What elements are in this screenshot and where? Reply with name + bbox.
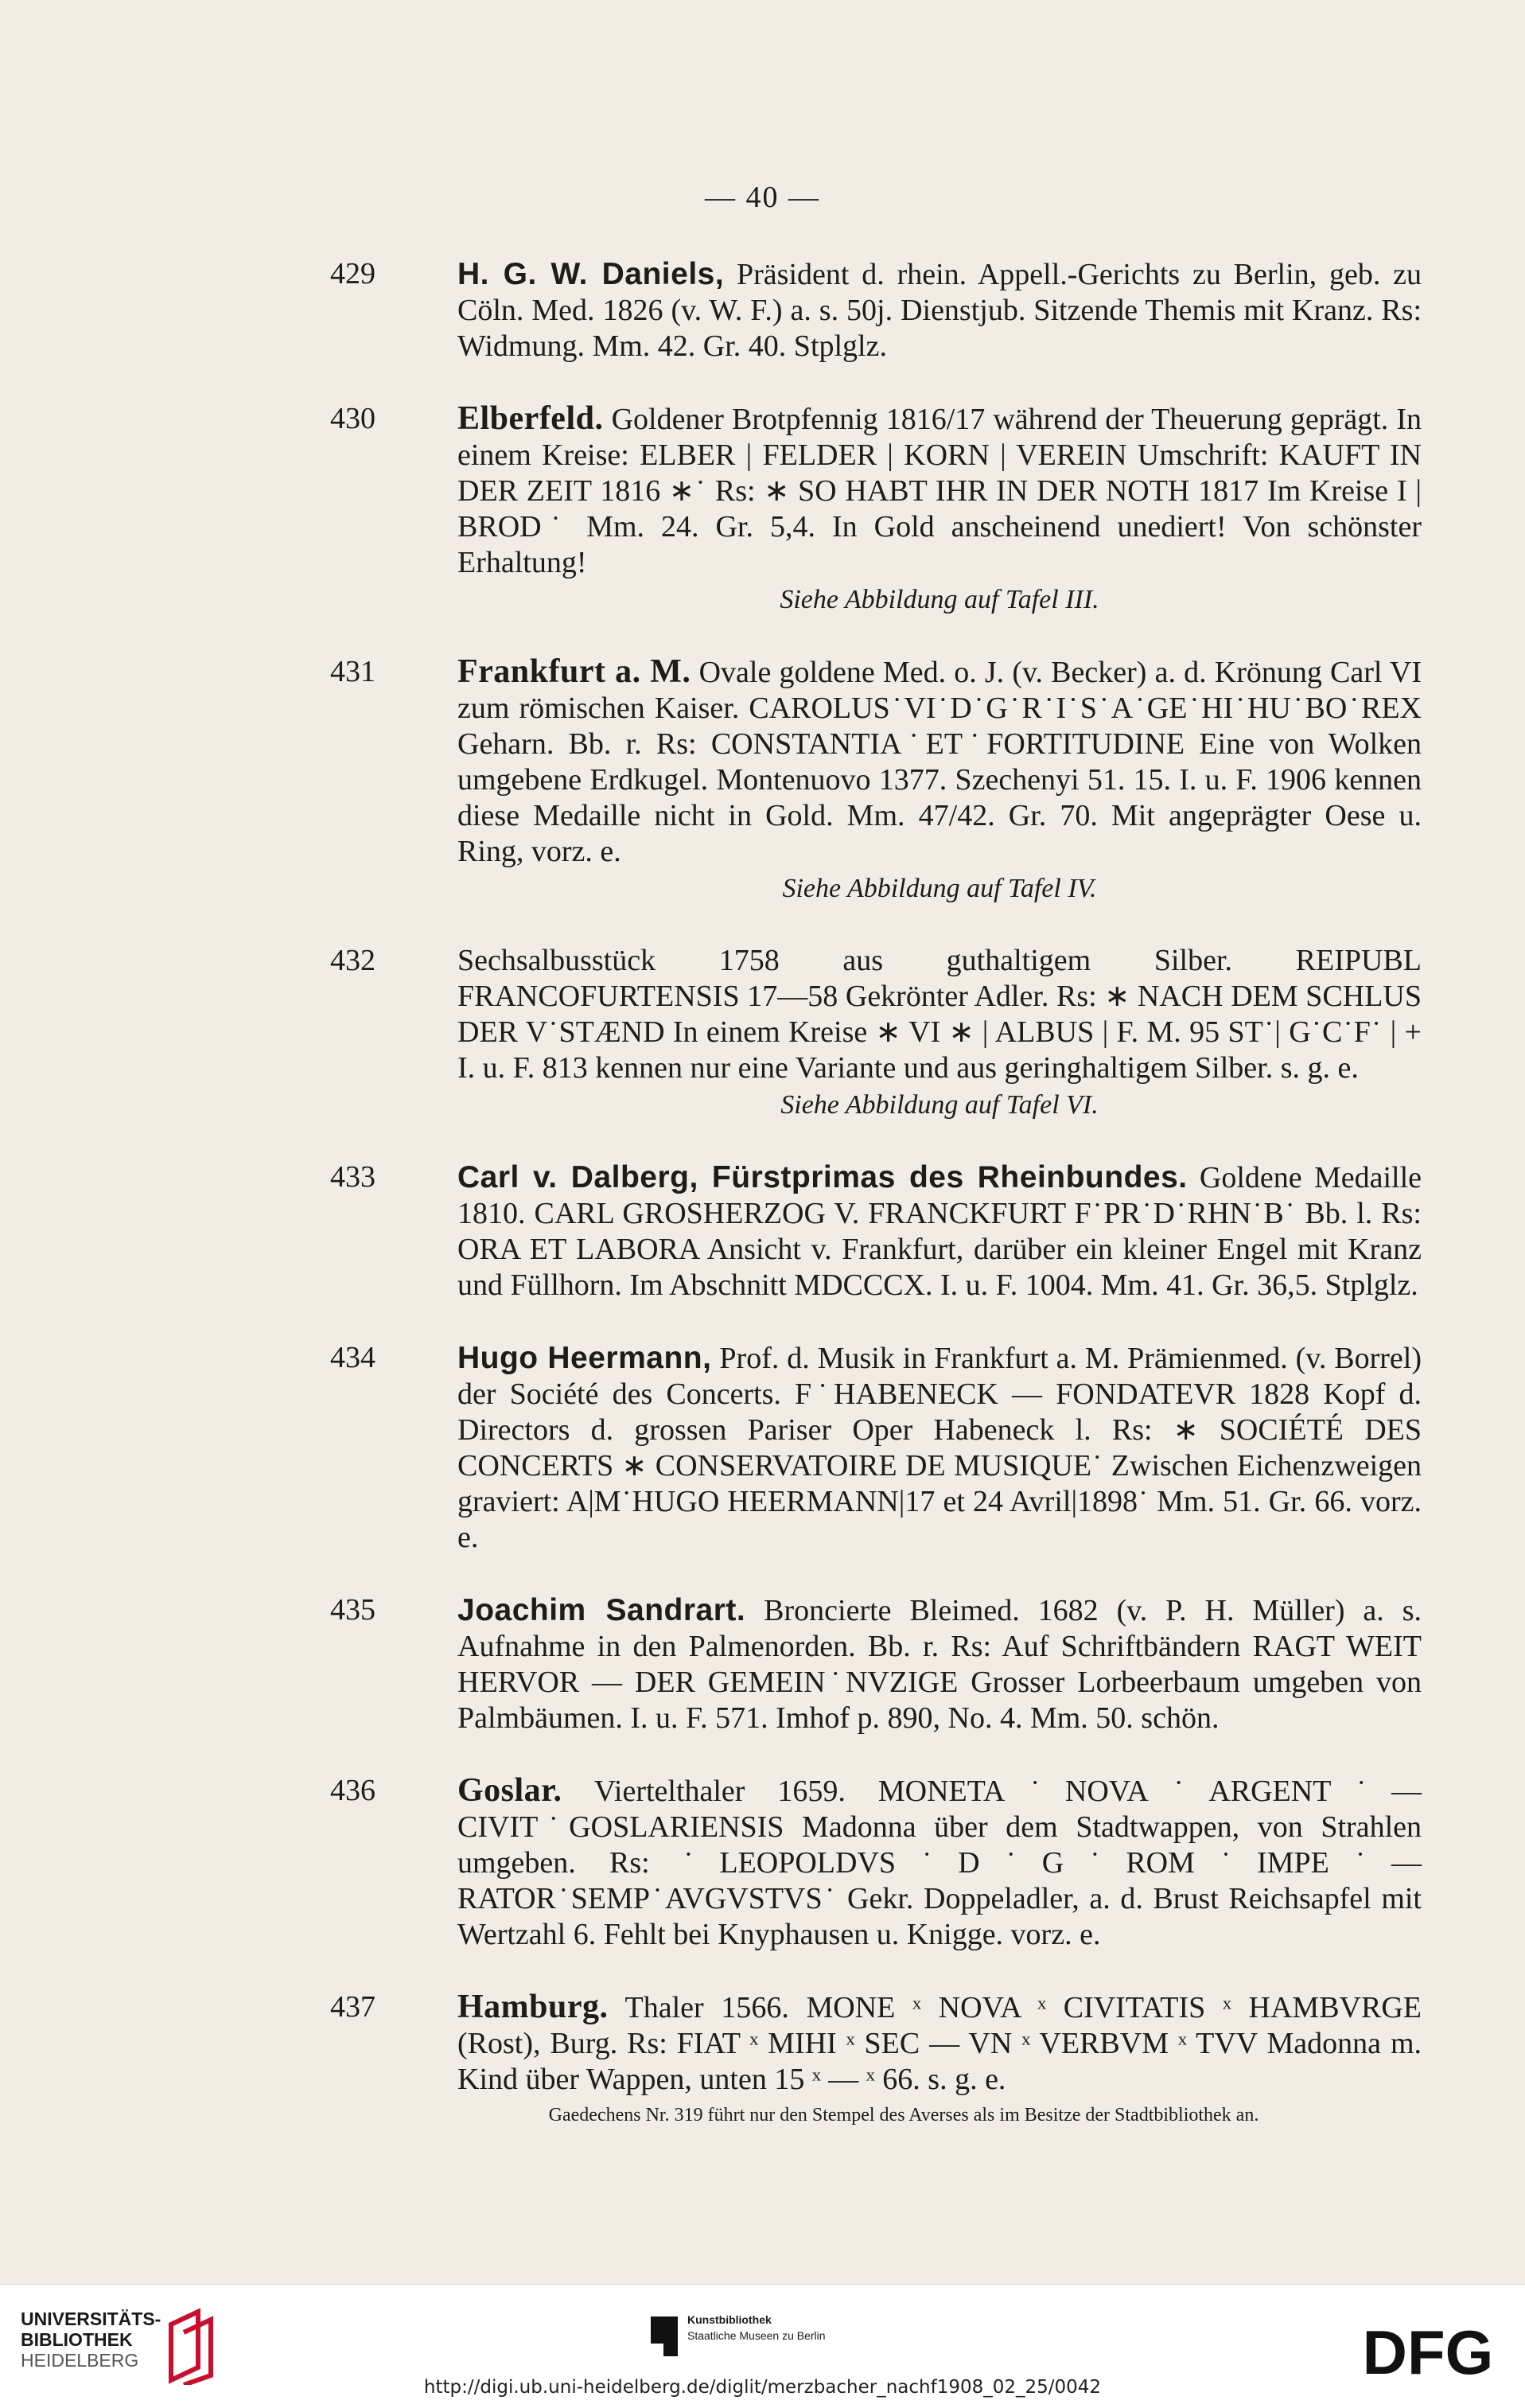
catalog-entry <box>330 654 1422 906</box>
entry-text: Thaler 1566. MONE ˣ NOVA ˣ CIVITATIS ˣ HAMBVRGE (Rost), Burg. Rs: FIAT ˣ MIHI ˣ SEC — VN ˣ VERBVM ˣ TVV Madonna m. Kind über Wappen, unten 15 ˣ — ˣ 66. s. g. e. <box>457 1991 1422 2096</box>
page-number: — 40 — <box>705 181 820 214</box>
ub-book-icon <box>160 2309 224 2385</box>
entry-number: 437 <box>330 1990 375 2024</box>
entry-heading: Carl v. Dalberg, Fürstprimas des Rheinbundes. <box>457 1160 1188 1194</box>
ub-heidelberg-logo[interactable] <box>21 2309 228 2388</box>
entry-number: 435 <box>330 1593 375 1627</box>
entry-text: Goldener Brotpfennig 1816/17 während der Theuerung geprägt. In einem Kreise: ELBER | FELDER | KORN | VEREIN Umschrift: KAUFT IN DER ZEIT 1816 ∗˙ Rs: ∗ SO HABT IHR IN DER NOTH 1817 Im Kreise I | BROD˙ Mm. 24. Gr. 5,4. In Gold anscheinend unediert! Von schönster Erhaltung! <box>457 403 1422 579</box>
entry-text: Goldene Medaille 1810. CARL GROSHERZOG V. FRANCKFURT F˙PR˙D˙RHN˙B˙ Bb. l. Rs: ORA ET LABORA Ansicht v. Frankfurt, darüber ein kleiner Engel mit Kranz und Füllhorn. Im Abschnitt MDCCCX. I. u. F. 1004. Mm. 41. Gr. 36,5. Stplglz. <box>457 1161 1422 1302</box>
catalog-entry <box>330 256 1422 364</box>
kunstbibliothek-mark-icon <box>651 2316 678 2356</box>
entry-number: 431 <box>330 655 375 688</box>
entry-body <box>457 1592 1422 1736</box>
entry-heading: Goslar. <box>457 1772 562 1809</box>
kunstbibliothek-logo[interactable] <box>651 2299 889 2363</box>
entry-text: Viertelthaler 1659. MONETA˙NOVA˙ARGENT˙— CIVIT˙GOSLARIENSIS Madonna über dem Stadtwappen, von Strahlen umgeben. Rs: ˙LEOPOLDVS˙D˙G˙ROM˙IMPE˙— RATOR˙SEMP˙AVGVSTVS˙ Gekr. Doppeladler, a. d. Brust Reichsapfel mit Wertzahl 6. Fehlt bei Knyphausen u. Knigge. vorz. e. <box>457 1775 1422 1951</box>
entry-number: 430 <box>330 402 375 435</box>
plate-reference: Siehe Abbildung auf Tafel VI. <box>780 1090 1099 1120</box>
plate-reference: Siehe Abbildung auf Tafel III. <box>780 585 1099 614</box>
entry-heading: Hamburg. <box>457 1989 609 2025</box>
dfg-wordmark: DFG <box>1362 2317 1494 2387</box>
catalog-entry <box>330 1592 1422 1736</box>
entry-body <box>457 654 1422 870</box>
plate-reference: Siehe Abbildung auf Tafel IV. <box>782 874 1097 903</box>
entry-text: Broncierte Bleimed. 1682 (v. P. H. Müller) a. s. Aufnahme in den Palmenorden. Bb. r. Rs: Auf Schriftbändern RAGT WEIT HERVOR — DER GEMEIN˙NVZIGE Grosser Lorbeerbaum umgeben von Palmbäumen. I. u. F. 571. Imhof p. 890, No. 4. Mm. 50. schön. <box>457 1594 1422 1735</box>
catalog-entry <box>330 943 1422 1123</box>
entry-body <box>457 1159 1422 1303</box>
entry-text: Prof. d. Musik in Frankfurt a. M. Prämienmed. (v. Borrel) der Société des Concerts. F˙HABENECK — FONDATEVR 1828 Kopf d. Directors d. grossen Pariser Oper Habeneck l. Rs: ∗ SOCIÉTÉ DES CONCERTS ∗ CONSERVATOIRE DE MUSIQUE˙ Zwischen Eichenzweigen graviert: A|M˙HUGO HEERMANN|17 et 24 Avril|1898˙ Mm. 51. Gr. 66. vorz. e. <box>457 1342 1422 1554</box>
catalog-entry <box>330 1989 1422 2128</box>
catalog-entry <box>330 401 1422 618</box>
entry-text: Ovale goldene Med. o. J. (v. Becker) a. d. Krönung Carl VI zum römischen Kaiser. CAROLUS˙VI˙D˙G˙R˙I˙S˙A˙GE˙HI˙HU˙BO˙REX Geharn. Bb. r. Rs: CONSTANTIA˙ET˙FORTITUDINE Eine von Wolken umgebene Erdkugel. Montenuovo 1377. Szechenyi 51. 15. I. u. F. 1906 kennen diese Medaille nicht in Gold. Mm. 47/42. Gr. 70. Mit angeprägter Oese u. Ring, vorz. e. <box>457 656 1422 868</box>
catalog-entry <box>330 1773 1422 1953</box>
entry-number: 433 <box>330 1160 375 1194</box>
entry-body <box>457 1773 1422 1953</box>
catalog-entry <box>330 1159 1422 1303</box>
entry-heading: Joachim Sandrart. <box>457 1593 746 1627</box>
entry-heading: H. G. W. Daniels, <box>457 257 725 291</box>
source-url[interactable]: http://digi.ub.uni-heidelberg.de/diglit/merzbacher_nachf1908_02_25/0042 <box>423 2377 1102 2398</box>
entry-body <box>457 943 1422 1086</box>
kunstbibliothek-wordmark: Kunstbibliothek Staatliche Museen zu Berlin <box>687 2313 826 2342</box>
catalog-entry <box>330 1340 1422 1556</box>
entry-number: 432 <box>330 944 375 977</box>
entry-footnote: Gaedechens Nr. 319 führt nur den Stempel des Averses als im Besitze der Stadtbibliothek an. <box>548 2105 1259 2126</box>
entry-number: 429 <box>330 257 375 290</box>
entry-body <box>457 1340 1422 1556</box>
entry-body <box>457 256 1422 364</box>
entry-heading: Elberfeld. <box>457 400 604 437</box>
entry-heading: Hugo Heermann, <box>457 1341 712 1375</box>
entry-body <box>457 1989 1422 2098</box>
ub-heidelberg-wordmark: UNIVERSITÄTS- BIBLIOTHEK HEIDELBERG <box>21 2309 161 2371</box>
entry-body <box>457 401 1422 581</box>
entry-heading: Frankfurt a. M. <box>457 653 691 690</box>
entry-text: Sechsalbusstück 1758 aus guthaltigem Silber. REIPUBL FRANCOFURTENSIS 17—58 Gekrönter Adler. Rs: ∗ NACH DEM SCHLUS DER V˙STÆND In einem Kreise ∗ VI ∗ | ALBUS | F. M. 95 ST˙| G˙C˙F˙ | + I. u. F. 813 kennen nur eine Variante und aus geringhaltigem Silber. s. g. e. <box>457 944 1422 1085</box>
entry-number: 436 <box>330 1774 375 1807</box>
entry-text: Präsident d. rhein. Appell.-Gerichts zu Berlin, geb. zu Cöln. Med. 1826 (v. W. F.) a. s. 50j. Dienstjub. Sitzende Themis mit Kranz. Rs: Widmung. Mm. 42. Gr. 40. Stplglz. <box>457 258 1422 363</box>
entry-number: 434 <box>330 1341 375 1374</box>
footer-bar <box>0 2284 1525 2408</box>
catalog-entries <box>330 256 1422 2164</box>
